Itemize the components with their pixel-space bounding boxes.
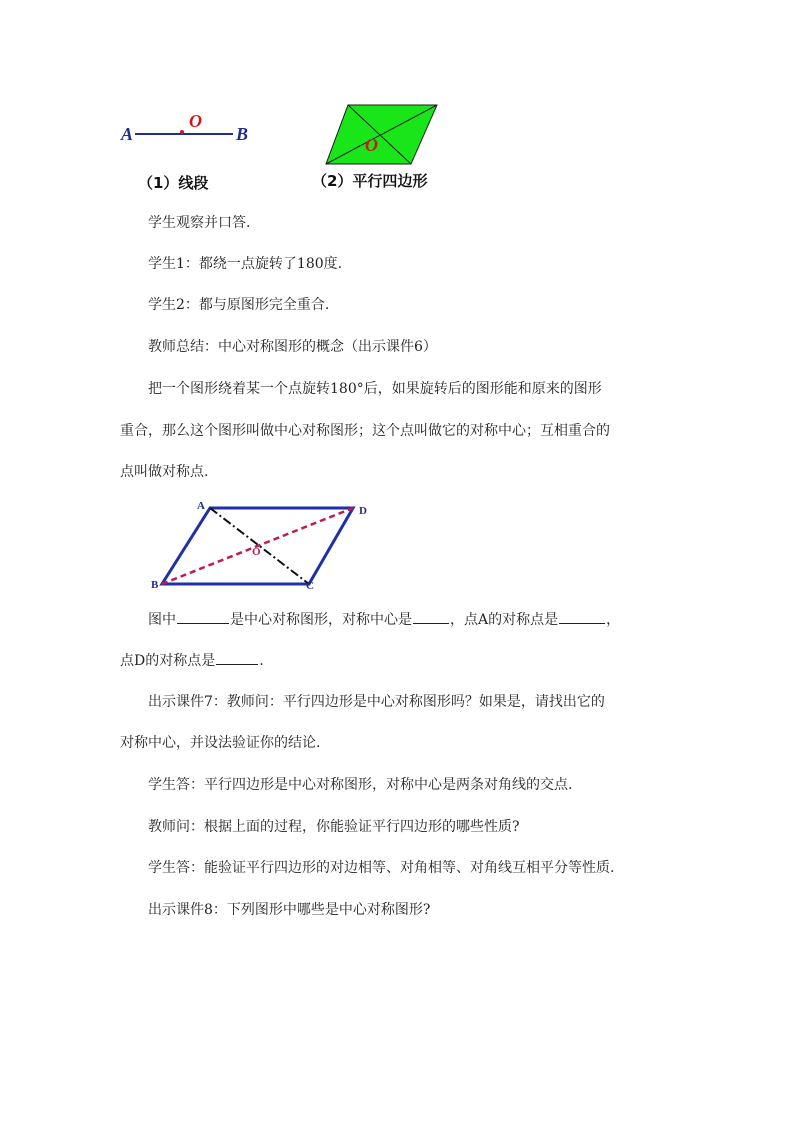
text-line-12: 学生答：能验证平行四边形的对边相等、对角相等、对角线互相平分等性质. [148, 860, 615, 876]
text-line-6: 重合，那么这个图形叫做中心对称图形；这个点叫做它的对称中心；互相重合的 [120, 423, 610, 439]
answer-blank-3[interactable] [559, 609, 605, 624]
center-point-o [180, 130, 184, 134]
figure-line-segment [118, 108, 268, 148]
answer-blank-2[interactable] [413, 609, 449, 624]
text-line-7: 点叫做对称点. [120, 464, 209, 480]
caption-figure-1: （1）线段 [138, 174, 209, 192]
label-c: C [306, 580, 314, 592]
text-line-10: 学生答：平行四边形是中心对称图形，对称中心是两条对角线的交点. [148, 777, 573, 793]
question-text-1: 图中 [148, 612, 176, 628]
caption-figure-2: （2）平行四边形 [312, 172, 428, 190]
text-line-4: 教师总结：中心对称图形的概念（出示课件6） [148, 339, 437, 355]
question-text-3: ，点A的对称点是 [450, 612, 559, 628]
label-o: O [365, 135, 378, 155]
text-line-1: 学生观察并口答. [148, 215, 251, 231]
label-b: B [236, 124, 249, 144]
label-o: O [252, 546, 261, 558]
figure-parallelogram-abcd [148, 498, 378, 594]
question-line-2 [120, 650, 680, 671]
text-line-8: 出示课件7：教师问：平行四边形是中心对称图形吗？如果是，请找出它的 [148, 694, 605, 710]
text-line-9: 对称中心，并设法验证你的结论. [120, 735, 321, 751]
label-b: B [151, 579, 159, 591]
question-text-5: 点D的对称点是 [120, 653, 216, 669]
label-a: A [121, 124, 134, 144]
text-line-2: 学生1：都绕一点旋转了180度. [148, 256, 343, 272]
label-a: A [197, 500, 205, 512]
question-text-4: ， [606, 612, 621, 628]
label-d: D [359, 505, 367, 517]
text-line-3: 学生2：都与原图形完全重合. [148, 297, 330, 313]
answer-blank-4[interactable] [216, 650, 258, 665]
question-text-6: . [259, 653, 264, 669]
figure-parallelogram-green [320, 100, 445, 170]
text-line-11: 教师问：根据上面的过程，你能验证平行四边形的哪些性质? [148, 819, 520, 835]
label-o: O [189, 111, 202, 131]
text-line-5: 把一个图形绕着某一个点旋转180°后，如果旋转后的图形能和原来的图形 [148, 381, 602, 397]
question-line-1 [148, 609, 708, 630]
question-text-2: 是中心对称图形，对称中心是 [230, 612, 412, 628]
answer-blank-1[interactable] [177, 609, 229, 624]
text-line-13: 出示课件8：下列图形中哪些是中心对称图形? [148, 902, 431, 918]
